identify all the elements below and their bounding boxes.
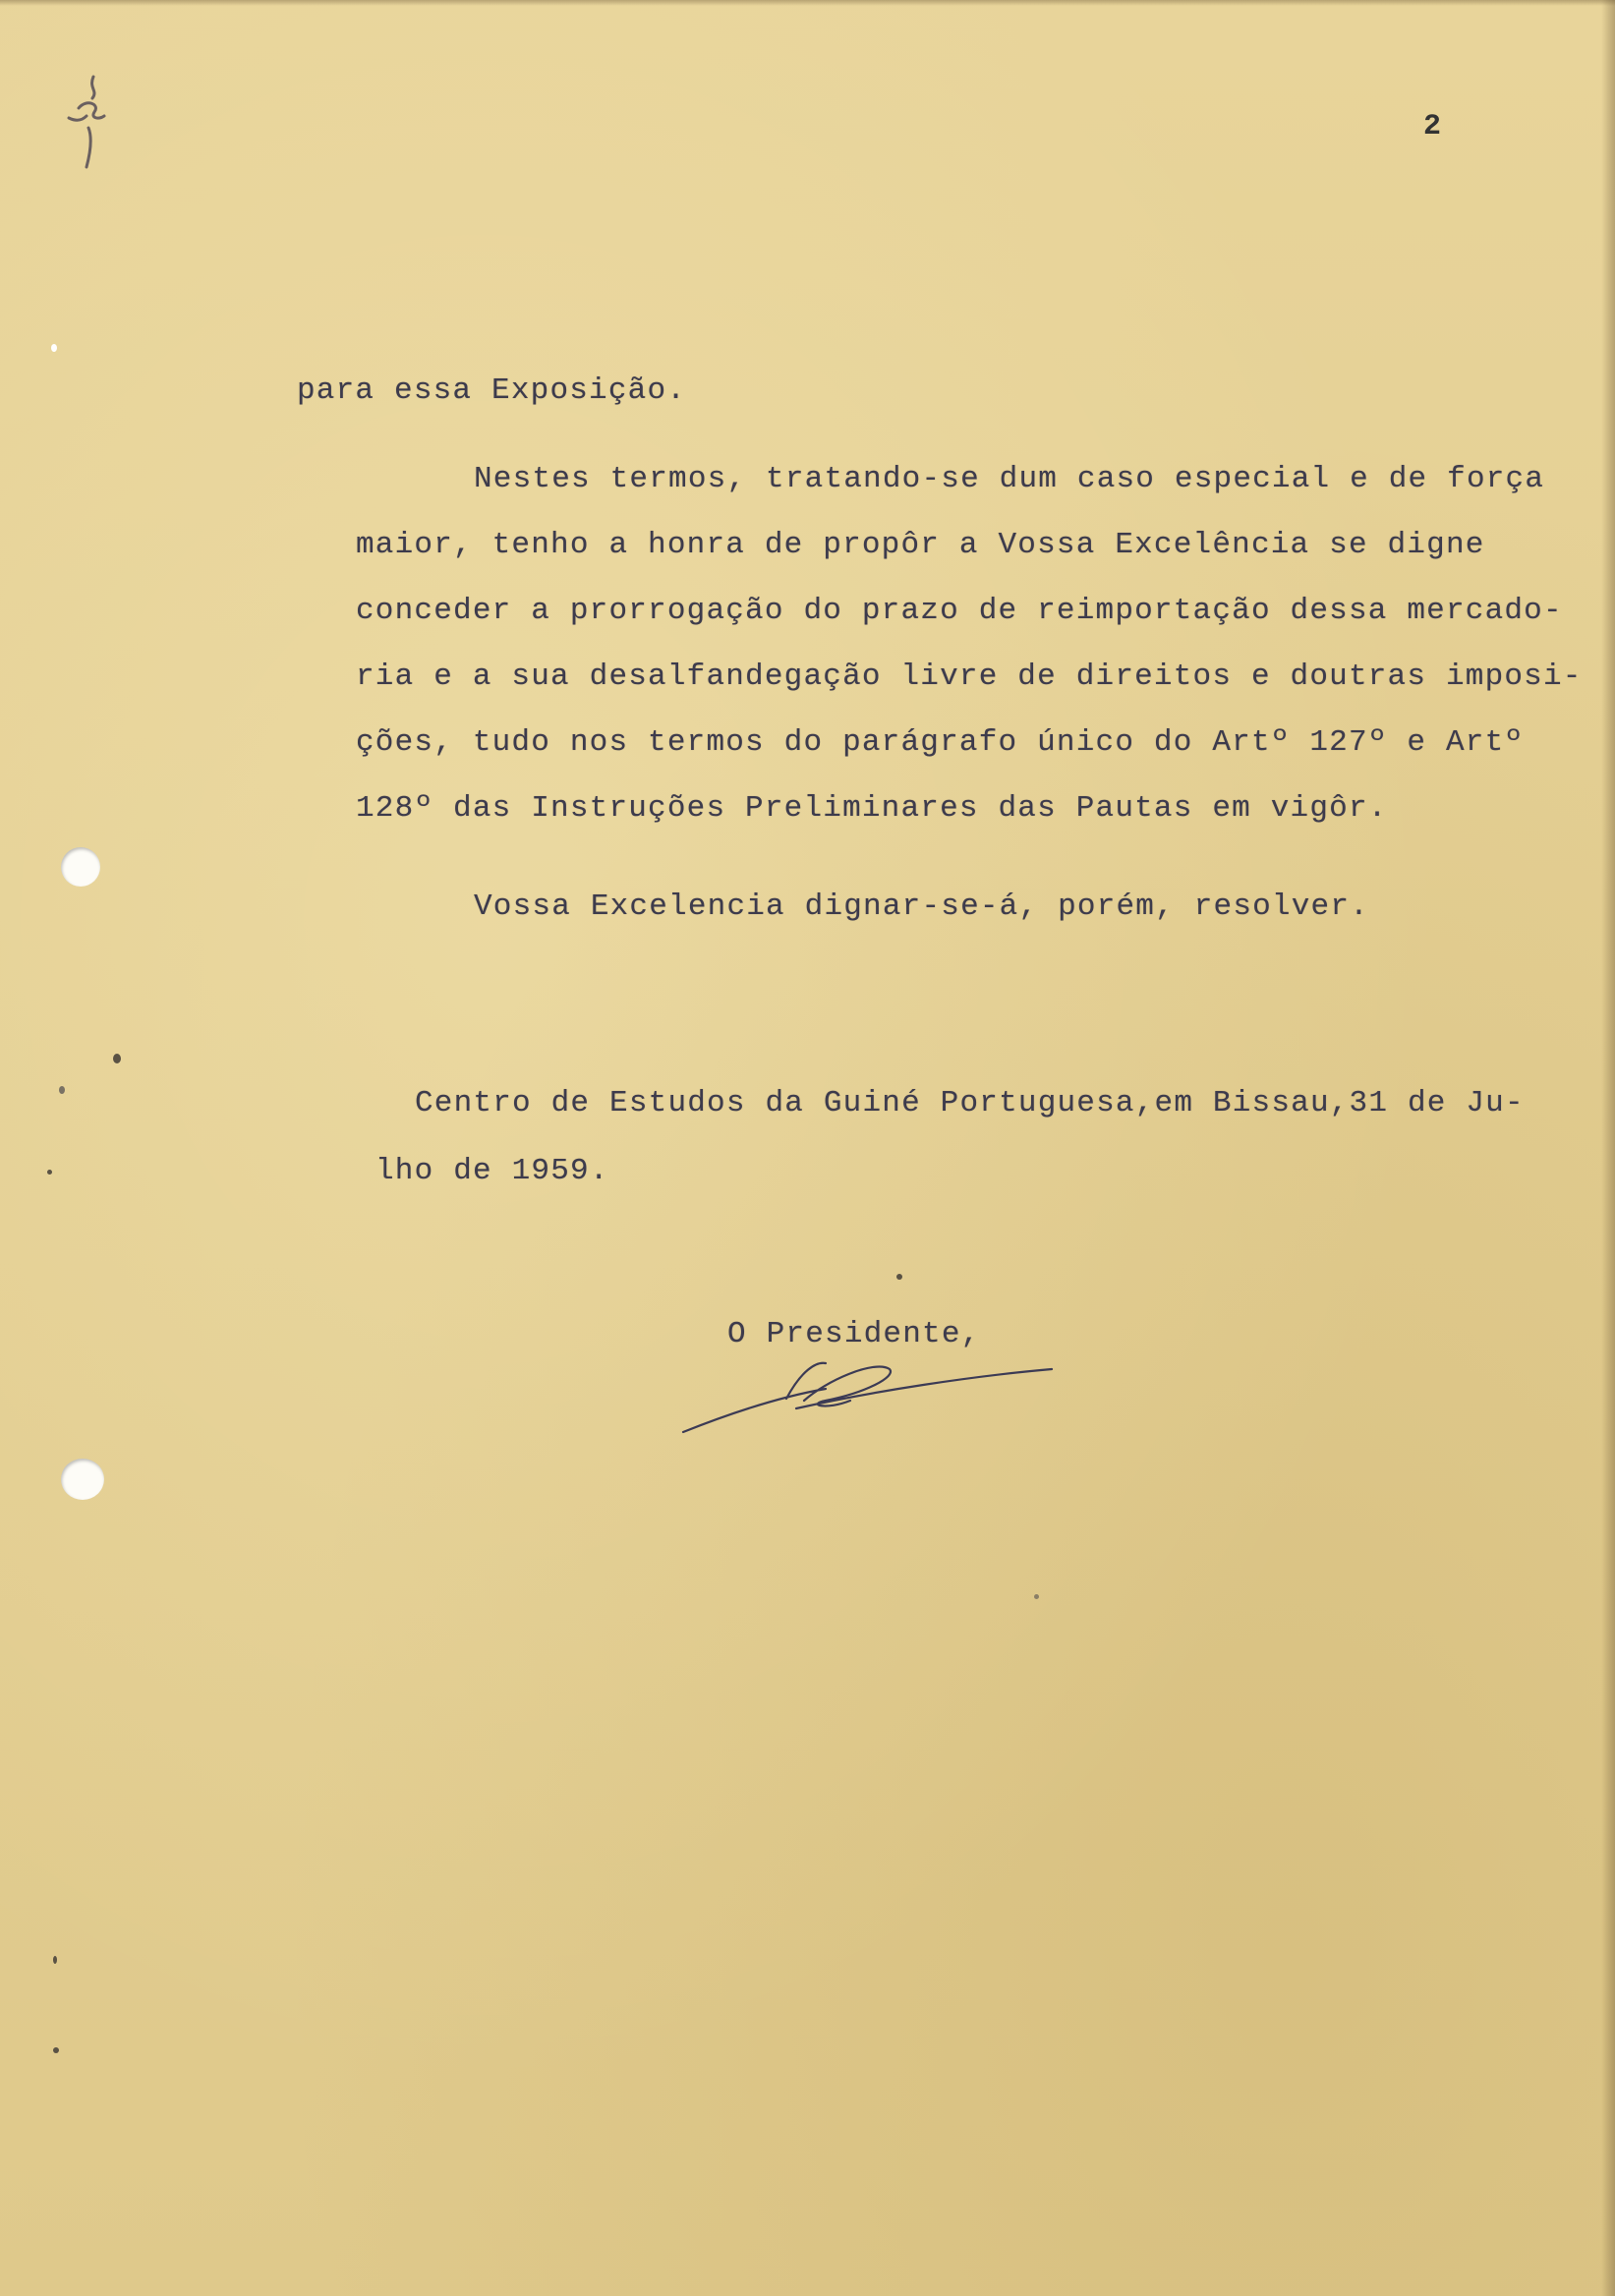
page-number: 2: [1423, 110, 1442, 144]
paragraph-line: Nestes termos, tratando-se dum caso especial e de força: [474, 462, 1545, 496]
body-opening-line: para essa Exposição.: [297, 373, 687, 408]
signatory-title: O Presidente,: [727, 1317, 981, 1351]
paper-speck: [113, 1054, 121, 1063]
place-date-line: Centro de Estudos da Guiné Portuguesa,em Bissau,31 de Ju-: [415, 1086, 1525, 1120]
place-date-line: lho de 1959.: [375, 1154, 609, 1188]
paragraph-line: ria e a sua desalfandegação livre de direitos e doutras imposi-: [356, 660, 1583, 694]
paper-speck: [1034, 1594, 1039, 1599]
paper-top-edge: [0, 0, 1615, 6]
paragraph-line: conceder a prorrogação do prazo de reimportação dessa mercado-: [356, 594, 1563, 628]
paper-speck: [51, 344, 57, 352]
margin-handwritten-mark: [39, 69, 128, 177]
paper-speck: [47, 1170, 52, 1175]
paper-right-edge: [1601, 0, 1615, 2296]
paper-speck: [896, 1274, 902, 1280]
paper-speck: [53, 2047, 59, 2053]
handwritten-signature: [678, 1342, 1071, 1460]
paper-speck: [59, 1086, 65, 1094]
punch-hole: [61, 847, 100, 887]
paragraph-line: maior, tenho a honra de propôr a Vossa Excelência se digne: [356, 528, 1485, 562]
paragraph-line: 128º das Instruções Preliminares das Pautas em vigôr.: [356, 791, 1388, 826]
paper-speck: [53, 1956, 57, 1964]
paragraph-line: ções, tudo nos termos do parágrafo único do Artº 127º e Artº: [356, 725, 1525, 760]
punch-hole: [61, 1459, 104, 1500]
closing-request-line: Vossa Excelencia dignar-se-á, porém, resolver.: [474, 890, 1369, 924]
